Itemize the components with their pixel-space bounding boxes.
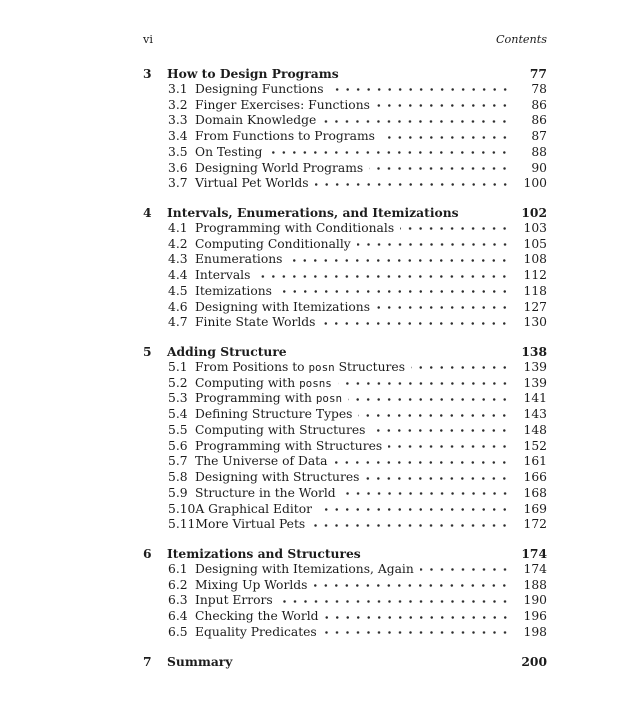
section-number: 5.8	[168, 470, 188, 484]
dot-leader	[381, 129, 512, 145]
dot-leader	[358, 407, 512, 423]
section-page-number: 88	[531, 144, 547, 159]
chapter-number: 6	[143, 546, 152, 561]
section-page-number: 139	[523, 375, 547, 390]
section-row	[143, 625, 547, 641]
section-number: 6.4	[168, 609, 188, 623]
section-row	[143, 221, 547, 237]
monospace-term: posns	[299, 376, 332, 390]
section-page-number: 148	[523, 422, 547, 437]
section-title: More Virtual Pets	[195, 517, 306, 532]
section-number: 4.6	[168, 299, 188, 314]
section-row	[143, 407, 547, 423]
chapter-block	[143, 66, 547, 192]
chapter-block	[143, 344, 547, 533]
section-title: Computing Conditionally	[195, 236, 351, 251]
chapter-title: Summary	[167, 653, 233, 669]
section-title: The Universe of Data	[195, 454, 328, 469]
section-row	[143, 284, 547, 300]
section-title: Programming with Conditionals	[195, 220, 395, 235]
chapter-number: 3	[143, 66, 152, 81]
section-title: Computing with Structures	[195, 422, 366, 437]
section-page-number: 198	[523, 624, 547, 639]
section-title: Intervals	[195, 268, 251, 282]
section-title: Designing World Programs	[195, 160, 364, 175]
dot-leader	[365, 470, 512, 486]
section-page-number: 86	[531, 97, 547, 112]
section-row	[143, 578, 547, 594]
chapter-row	[143, 205, 547, 221]
section-number: 6.3	[168, 593, 188, 608]
section-page-number: 172	[523, 517, 547, 532]
section-page-number: 90	[531, 160, 547, 175]
section-page-number: 152	[523, 438, 547, 453]
section-row	[143, 315, 547, 331]
chapter-page-number: 77	[529, 66, 547, 81]
folio-page-number: vi	[143, 33, 153, 46]
leader-space	[293, 344, 512, 360]
section-number: 5.10	[168, 501, 196, 516]
section-row	[143, 439, 547, 455]
chapter-number: 4	[143, 205, 152, 220]
dot-leader	[268, 145, 512, 161]
section-row	[143, 609, 547, 625]
dot-leader	[371, 423, 512, 439]
chapter-title: Adding Structure	[167, 344, 287, 359]
section-number: 5.2	[168, 375, 188, 390]
leader-space	[345, 66, 512, 82]
dot-leader	[338, 376, 512, 392]
chapter-title: Intervals, Enumerations, and Itemizations	[167, 205, 459, 220]
dot-leader	[315, 176, 512, 192]
dot-leader	[288, 252, 512, 268]
section-title: Finger Exercises: Functions	[195, 97, 370, 112]
section-title: Checking the World	[195, 609, 319, 623]
section-title: Computing with posns	[195, 375, 332, 390]
section-row	[143, 502, 547, 518]
section-number: 4.2	[168, 236, 188, 251]
running-header-title: Contents	[495, 33, 547, 46]
section-row	[143, 237, 547, 253]
section-number: 3.7	[168, 176, 188, 191]
section-row	[143, 300, 547, 316]
section-title: From Functions to Programs	[195, 129, 375, 143]
section-number: 5.1	[168, 359, 188, 374]
section-title: Programming with Structures	[195, 438, 383, 453]
dot-leader	[388, 439, 512, 455]
section-title: Mixing Up Worlds	[195, 577, 308, 592]
chapter-title: How to Design Programs	[167, 66, 339, 81]
dot-leader	[357, 237, 512, 253]
section-row	[143, 129, 547, 145]
section-page-number: 166	[523, 470, 547, 484]
dot-leader	[279, 593, 512, 609]
section-row	[143, 562, 547, 578]
section-title: Designing Functions	[195, 81, 324, 96]
leader-space	[465, 205, 512, 221]
section-page-number: 161	[523, 454, 547, 469]
section-page-number: 130	[523, 315, 547, 330]
section-title: Itemizations	[195, 283, 272, 298]
section-page-number: 118	[523, 283, 547, 298]
section-page-number: 174	[523, 561, 547, 576]
section-number: 3.3	[168, 113, 188, 128]
section-number: 5.6	[168, 438, 188, 453]
section-page-number: 105	[523, 236, 547, 251]
section-number: 4.4	[168, 268, 188, 282]
section-title: On Testing	[195, 144, 263, 159]
section-number: 3.1	[168, 81, 188, 96]
section-title: Designing with Itemizations, Again	[195, 561, 414, 576]
section-row	[143, 176, 547, 192]
leader-space	[367, 546, 512, 562]
section-page-number: 196	[523, 609, 547, 623]
section-page-number: 127	[523, 299, 547, 314]
section-number: 5.9	[168, 485, 188, 500]
section-title: Domain Knowledge	[195, 113, 317, 128]
section-title: Structure in the World	[195, 485, 336, 500]
section-number: 5.11	[168, 517, 196, 532]
chapter-page-number: 102	[521, 205, 547, 220]
section-number: 3.4	[168, 129, 188, 143]
section-page-number: 100	[523, 176, 547, 191]
monospace-term: posn	[315, 392, 343, 406]
monospace-term: posn	[308, 360, 335, 374]
section-number: 5.3	[168, 391, 188, 406]
section-page-number: 168	[523, 485, 547, 500]
chapter-number: 5	[143, 344, 152, 359]
dot-leader	[278, 284, 512, 300]
chapter-row	[143, 344, 547, 360]
section-page-number: 87	[531, 129, 547, 143]
chapter-block	[143, 546, 547, 641]
section-title: Defining Structure Types	[195, 407, 353, 421]
dot-leader	[342, 486, 512, 502]
section-number: 6.2	[168, 577, 188, 592]
dot-leader	[256, 268, 512, 284]
dot-leader	[420, 562, 512, 578]
section-number: 3.6	[168, 160, 188, 175]
section-row	[143, 82, 547, 98]
section-number: 3.2	[168, 97, 188, 112]
section-number: 5.5	[168, 422, 188, 437]
section-number: 4.7	[168, 315, 188, 330]
section-title: From Positions to posn Structures	[195, 359, 406, 374]
dot-leader	[311, 517, 512, 533]
section-title: Equality Predicates	[195, 624, 317, 639]
dot-leader	[411, 360, 512, 376]
section-row	[143, 593, 547, 609]
dot-leader	[369, 161, 512, 177]
section-row	[143, 113, 547, 129]
dot-leader	[323, 625, 512, 641]
dot-leader	[325, 609, 512, 625]
dot-leader	[330, 82, 512, 98]
chapter-block	[143, 654, 547, 670]
section-page-number: 78	[531, 81, 547, 96]
section-page-number: 103	[523, 220, 547, 235]
section-row	[143, 486, 547, 502]
section-page-number: 139	[523, 359, 547, 374]
chapter-row	[143, 654, 547, 670]
section-row	[143, 145, 547, 161]
dot-leader	[333, 454, 512, 470]
chapter-page-number: 200	[521, 653, 547, 669]
section-row	[143, 98, 547, 114]
section-page-number: 169	[523, 501, 547, 516]
section-number: 3.5	[168, 144, 188, 159]
section-title: Designing with Itemizations	[195, 299, 371, 314]
dot-leader	[313, 578, 512, 594]
section-page-number: 86	[531, 113, 547, 128]
section-number: 5.7	[168, 454, 188, 469]
section-number: 4.5	[168, 283, 188, 298]
section-title: Virtual Pet Worlds	[195, 176, 309, 191]
chapter-row	[143, 66, 547, 82]
section-page-number: 108	[523, 252, 547, 267]
chapter-row	[143, 546, 547, 562]
section-number: 6.1	[168, 561, 188, 576]
leader-space	[238, 654, 512, 670]
table-of-contents	[143, 66, 547, 669]
section-row	[143, 517, 547, 533]
chapter-number: 7	[143, 653, 152, 669]
dot-leader	[376, 98, 512, 114]
section-row	[143, 268, 547, 284]
dot-leader	[348, 391, 512, 407]
section-title: Enumerations	[195, 252, 283, 267]
chapter-page-number: 174	[521, 546, 547, 561]
section-row	[143, 252, 547, 268]
chapter-page-number: 138	[521, 344, 547, 359]
section-page-number: 188	[523, 577, 547, 592]
dot-leader	[318, 502, 512, 518]
section-row	[143, 470, 547, 486]
section-page-number: 143	[523, 407, 547, 421]
dot-leader	[376, 300, 512, 316]
section-row	[143, 376, 547, 392]
section-title: Input Errors	[195, 593, 273, 608]
section-number: 4.3	[168, 252, 188, 267]
section-row	[143, 423, 547, 439]
section-title: Designing with Structures	[195, 470, 360, 484]
section-number: 6.5	[168, 624, 188, 639]
chapter-block	[143, 205, 547, 331]
section-page-number: 112	[523, 268, 547, 282]
section-title: Finite State Worlds	[195, 315, 316, 330]
section-number: 5.4	[168, 407, 188, 421]
section-row	[143, 161, 547, 177]
dot-leader	[400, 221, 512, 237]
section-page-number: 141	[523, 391, 547, 406]
section-row	[143, 391, 547, 407]
running-header	[143, 33, 547, 47]
dot-leader	[321, 315, 512, 331]
section-number: 4.1	[168, 220, 188, 235]
section-row	[143, 360, 547, 376]
section-row	[143, 454, 547, 470]
section-title: A Graphical Editor	[195, 501, 313, 516]
section-title: Programming with posn	[195, 391, 343, 406]
chapter-title: Itemizations and Structures	[167, 546, 361, 561]
section-page-number: 190	[523, 593, 547, 608]
dot-leader	[322, 113, 512, 129]
